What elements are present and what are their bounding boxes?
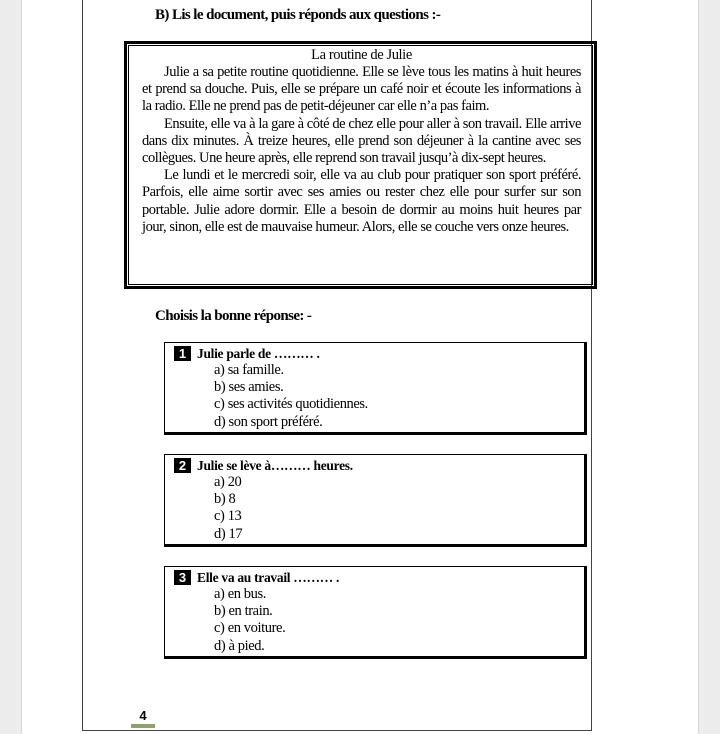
reading-paragraph-1: Julie a sa petite routine quotidienne. Elle se lève tous les matins à huit heures et prend sa douche. Puis, elle se prépare un café noir et écoute les informations à la radio. Elle ne prend pas de petit-déjeuner car elle n’a pas faim. (142, 64, 581, 115)
question-text: Elle va au travail ……… . (197, 569, 340, 585)
viewer-right-edge (698, 0, 699, 734)
answer-option[interactable]: a) sa famille. (214, 362, 284, 378)
question-text: Julie parle de ……… . (197, 345, 320, 361)
answer-option[interactable]: d) à pied. (214, 637, 265, 654)
page-number: 4 (131, 706, 155, 728)
reading-paragraph-2: Ensuite, elle va à la gare à côté de chez elle pour aller à son travail. Elle arrive dans dix minutes. À treize heures, elle prend son déjeuner à la cantine avec ses collègues. Une heure après, elle reprend son travail jusqu’à dix-sept heures. (142, 115, 581, 167)
answer-option[interactable]: b) en train. (214, 603, 273, 620)
answer-option[interactable]: d) son sport préféré. (214, 413, 323, 430)
answer-option[interactable]: c) ses activités quotidiennes. (214, 396, 368, 413)
question-box-2 (164, 454, 587, 547)
section-heading: B) Lis le document, puis réponds aux questions :- (155, 7, 441, 23)
answer-option[interactable]: b) 8 (214, 491, 236, 508)
answer-option[interactable]: b) ses amies. (214, 379, 284, 396)
answer-option[interactable]: a) 20 (214, 474, 242, 490)
answer-option[interactable]: c) 13 (214, 508, 242, 525)
question-number: 2 (174, 458, 191, 473)
question-number: 1 (174, 346, 191, 361)
question-box-1 (164, 342, 587, 435)
question-number: 3 (174, 570, 191, 585)
choose-heading: Choisis la bonne réponse: - (155, 308, 312, 324)
reading-text-box (124, 41, 597, 289)
question-box-3 (164, 566, 587, 659)
answer-option[interactable]: a) en bus. (214, 586, 266, 602)
answer-option[interactable]: d) 17 (214, 525, 243, 542)
question-text: Julie se lève à……… heures. (197, 457, 353, 473)
reading-paragraph-3: Le lundi et le mercredi soir, elle va au club pour pratiquer son sport préféré. Parfois, elle aime sortir avec ses amies ou rester chez elle pour surfer sur son portable. Julie adore dormir. Elle a besoin de dormir au moins huit heures par jour, sinon, elle est de mauvaise humeur. Alors, elle se couche vers onze heures. (142, 167, 581, 235)
answer-option[interactable]: c) en voiture. (214, 620, 286, 637)
reading-title: La routine de Julie (311, 47, 412, 63)
